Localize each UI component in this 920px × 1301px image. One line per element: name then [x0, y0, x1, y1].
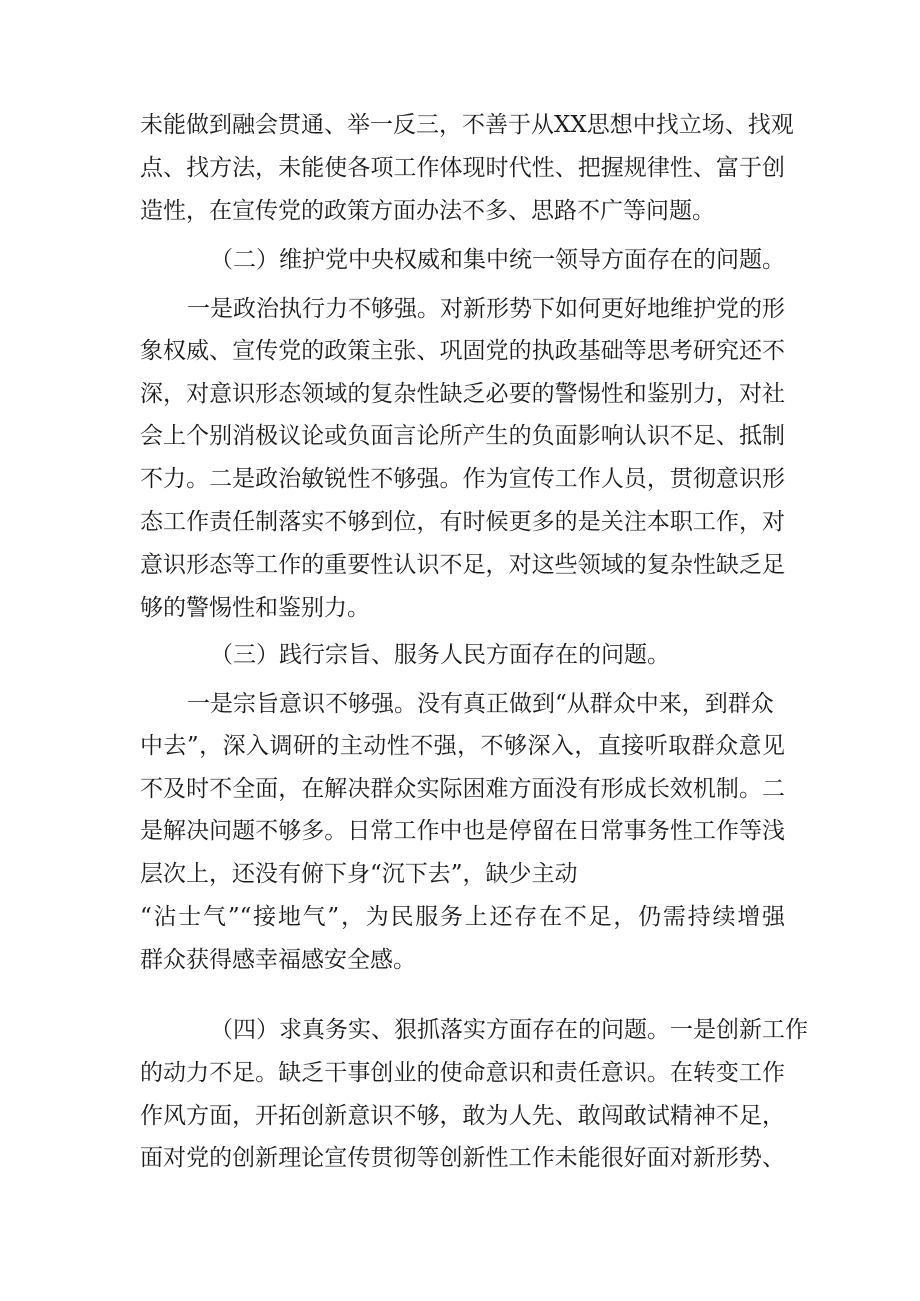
- text-line-6: 象权威、宣传党的政策主张、巩固党的执政基础等思考研究还不: [140, 338, 785, 364]
- text-line-2: 点、找方法，未能使各项工作体现时代性、把握规律性、富于创: [140, 155, 785, 181]
- text-line-16: 不及时不全面，在解决群众实际困难方面没有形成长效机制。二: [140, 776, 785, 802]
- section-heading-3: （三）践行宗旨、服务人民方面存在的问题。: [210, 642, 670, 668]
- text-line-1: 未能做到融会贯通、举一反三，不善于从XX思想中找立场、找观: [140, 112, 794, 138]
- text-line-23: 作风方面，开拓创新意识不够，敢为人先、敢闯敢试精神不足，: [140, 1103, 785, 1129]
- text-line-14: 一是宗旨意识不够强。没有真正做到“从群众中来，到群众: [187, 691, 774, 717]
- text-line-8: 会上个别消极议论或负面言论所产生的负面影响认识不足、抵制: [140, 423, 785, 449]
- text-line-3: 造性，在宣传党的政策方面办法不多、思路不广等问题。: [140, 198, 715, 224]
- text-line-18: 层次上，还没有俯下身“沉下去”，缺少主动: [140, 861, 578, 887]
- text-line-11: 意识形态等工作的重要性认识不足，对这些领域的复杂性缺乏足: [140, 552, 785, 578]
- text-line-9: 不力。二是政治敏锐性不够强。作为宣传工作人员，贯彻意识形: [140, 466, 785, 492]
- text-line-17: 是解决问题不够多。日常工作中也是停留在日常事务性工作等浅: [140, 818, 785, 844]
- text-line-19: “沾士气”“接地气”，为民服务上还存在不足，仍需持续增强: [140, 904, 785, 930]
- text-line-15: 中去”，深入调研的主动性不强，不够深入，直接听取群众意见: [140, 733, 785, 759]
- section-heading-4: （四）求真务实、狠抓落实方面存在的问题。一是创新工作: [210, 1017, 808, 1043]
- text-line-24: 面对党的创新理论宣传贯彻等创新性工作未能很好面对新形势、: [140, 1145, 785, 1171]
- text-line-10: 态工作责任制落实不够到位，有时候更多的是关注本职工作，对: [140, 509, 785, 535]
- text-line-7: 深，对意识形态领域的复杂性缺乏必要的警惕性和鉴别力，对社: [140, 381, 785, 407]
- text-line-20: 群众获得感幸福感安全感。: [140, 947, 416, 973]
- text-line-22: 的动力不足。缺乏干事创业的使命意识和责任意识。在转变工作: [140, 1060, 785, 1086]
- section-heading-2: （二）维护党中央权威和集中统一领导方面存在的问题。: [210, 247, 785, 273]
- text-line-5: 一是政治执行力不够强。对新形势下如何更好地维护党的形: [187, 296, 785, 322]
- text-line-12: 够的警惕性和鉴别力。: [140, 595, 370, 621]
